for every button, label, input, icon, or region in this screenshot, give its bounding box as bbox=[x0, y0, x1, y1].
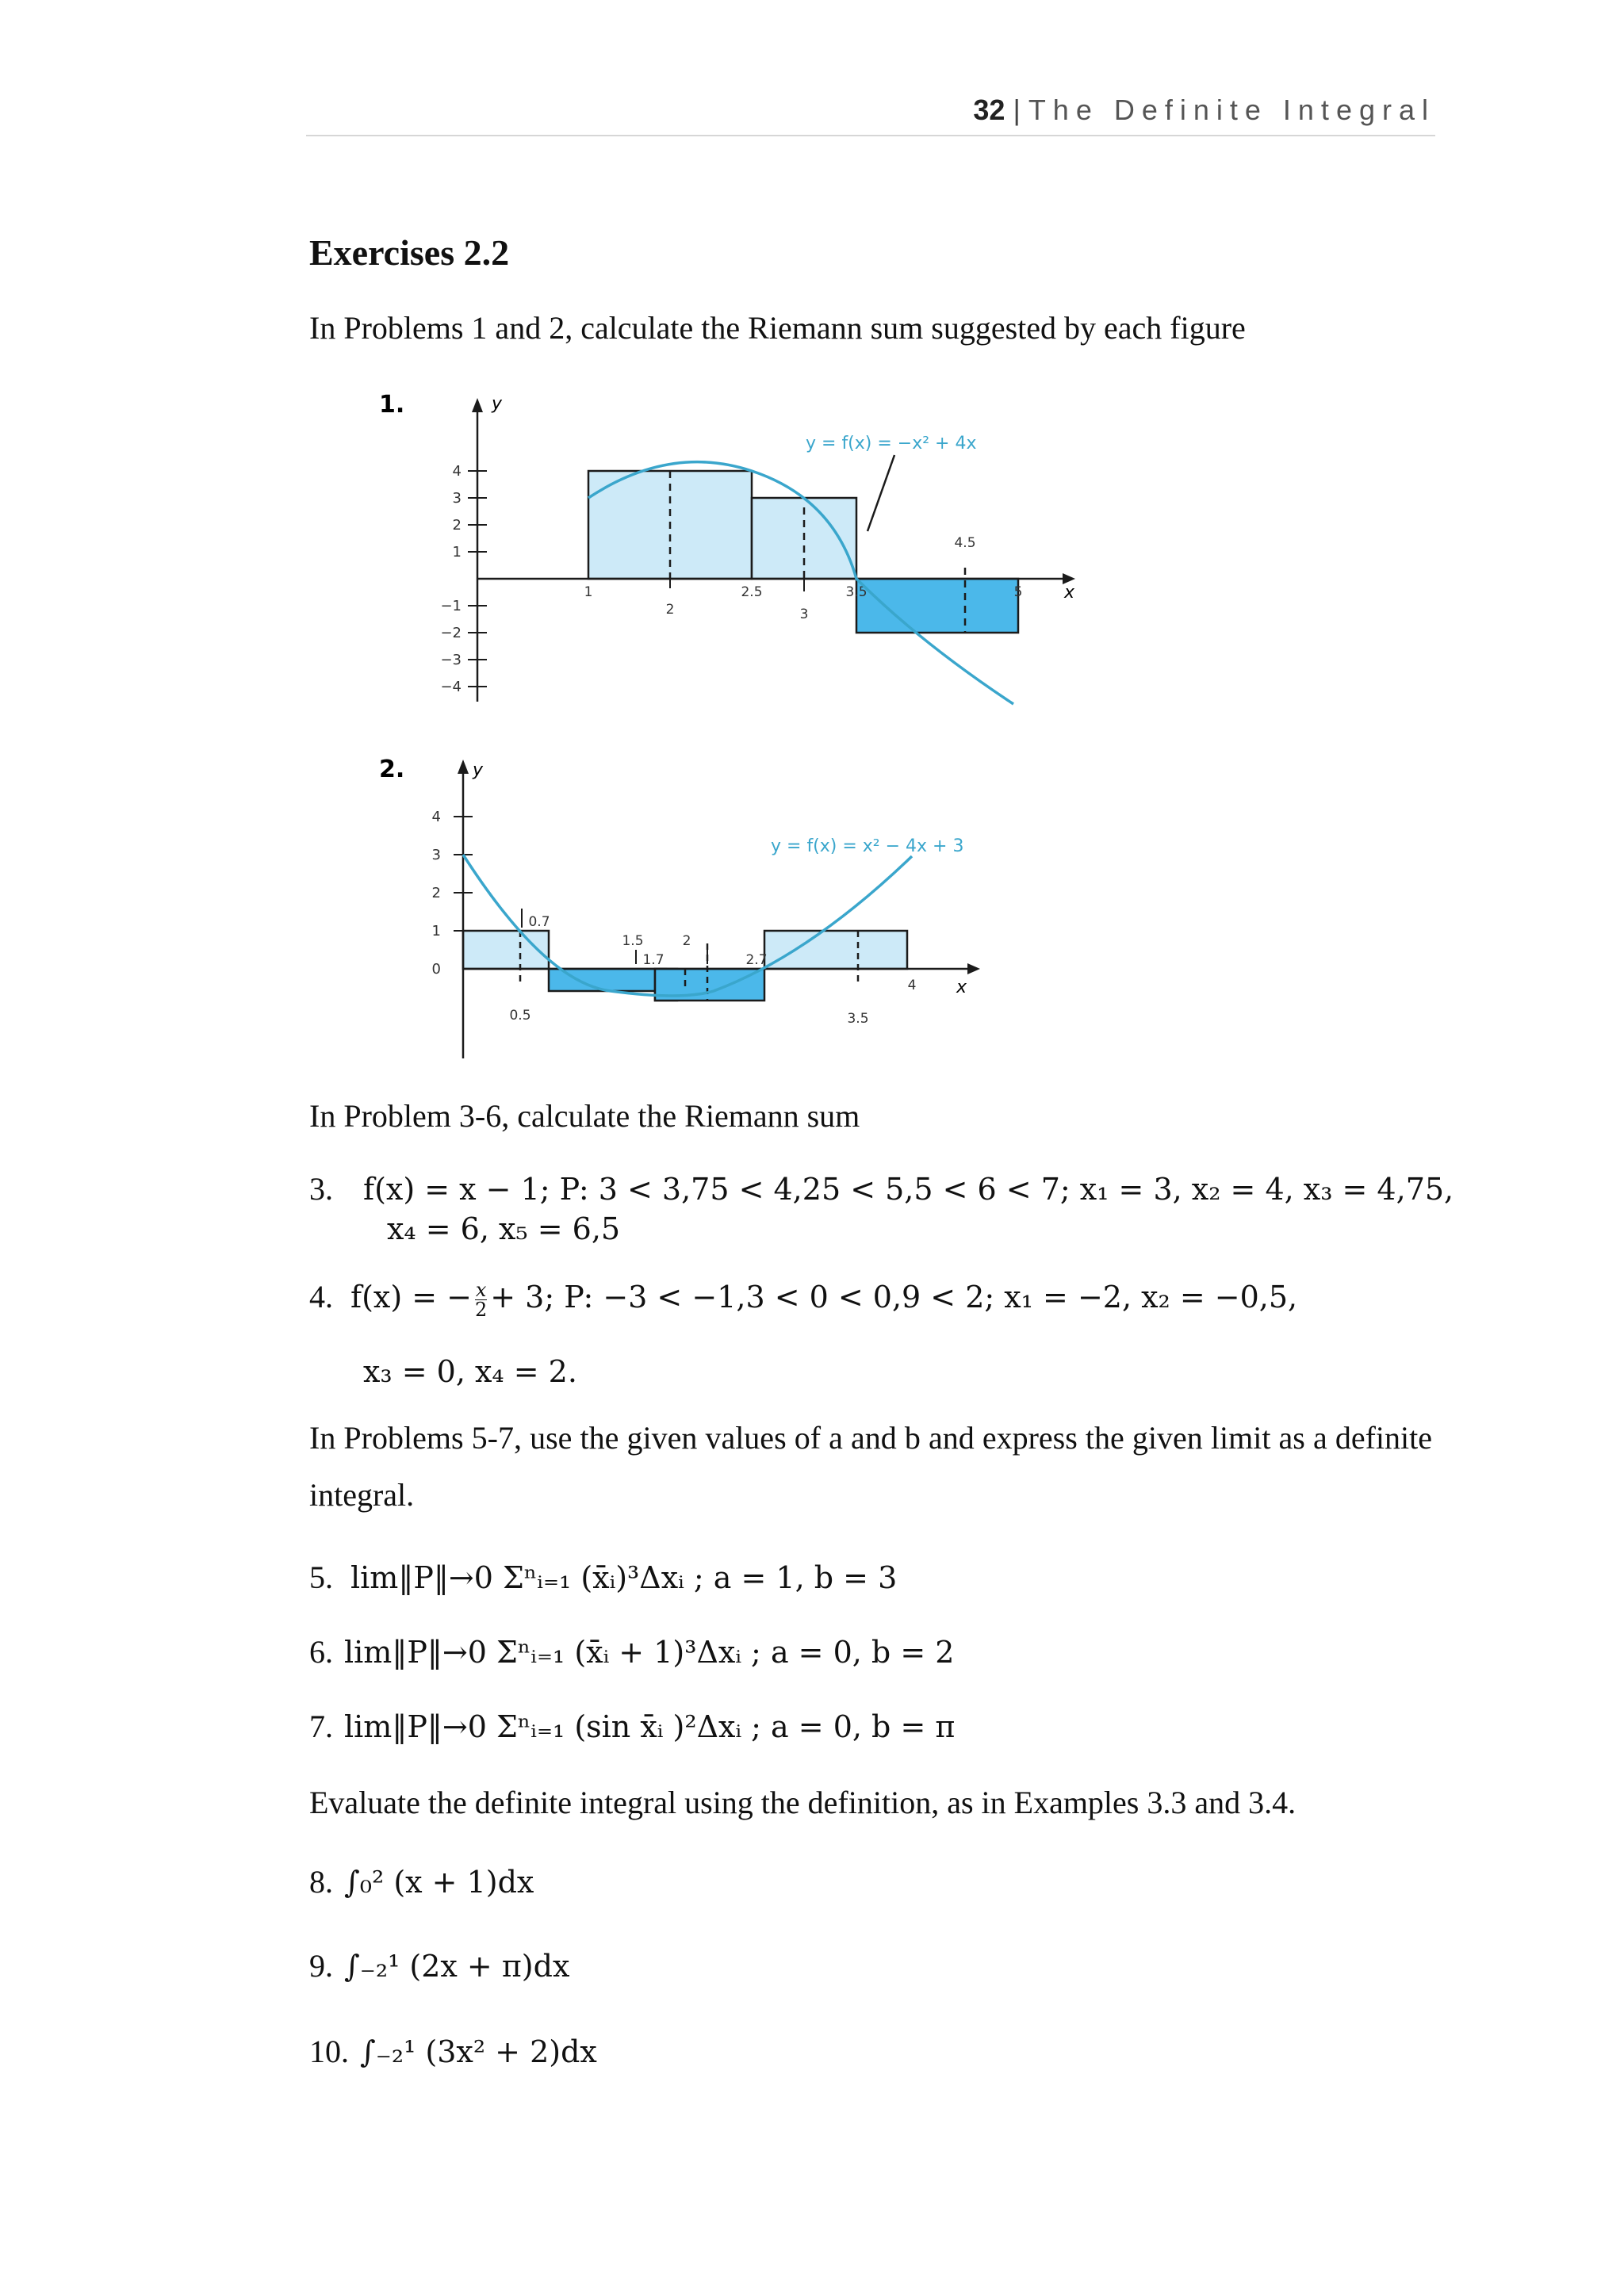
figure-2 bbox=[365, 753, 1078, 1070]
x-tick-label: 1.5 bbox=[622, 933, 644, 949]
y-tick-label: 0 bbox=[431, 961, 441, 978]
y-tick-label: −2 bbox=[440, 625, 462, 641]
problem-number: 5. bbox=[309, 1559, 333, 1595]
problem-number: 4. bbox=[309, 1279, 333, 1314]
y-tick-label: −1 bbox=[440, 598, 462, 614]
fraction-denominator: 2 bbox=[474, 1299, 488, 1322]
y-tick-label: 1 bbox=[452, 544, 462, 561]
header-separator: | bbox=[1005, 94, 1028, 126]
problem-3-line-1: f(x) = x − 1; P: 3 < 3,75 < 4,25 < 5,5 < 6 < 7; x₁ = 3, x₂ = 4, x₃ = 4,75, bbox=[363, 1172, 1454, 1207]
problem-7 bbox=[309, 1708, 955, 1745]
function-equation: y = f(x) = x² − 4x + 3 bbox=[771, 836, 964, 856]
figure-1-label: 1. bbox=[379, 391, 405, 419]
x-tick-label: 1 bbox=[584, 584, 593, 600]
problem-8-expression: ∫₀² (x + 1)dx bbox=[344, 1865, 534, 1900]
x-axis-label: x bbox=[956, 978, 967, 997]
x-tick-label: 3 bbox=[799, 607, 809, 622]
problem-3-line-2: x₄ = 6, x₅ = 6,5 bbox=[387, 1211, 621, 1246]
x-axis-label: x bbox=[1064, 583, 1075, 603]
x-tick-label: 2 bbox=[665, 602, 675, 618]
y-tick-label: −4 bbox=[440, 679, 462, 695]
intro-problems-1-2: In Problems 1 and 2, calculate the Riemann sum suggested by each figure bbox=[309, 310, 1246, 346]
x-tick-label: 4 bbox=[907, 978, 917, 993]
problem-3 bbox=[309, 1170, 1454, 1207]
y-tick-label: 3 bbox=[452, 490, 462, 507]
intro-problems-5-7: In Problems 5-7, use the given values of a and b and express the given limit as a definite integral. bbox=[309, 1420, 1432, 1513]
x-tick-label: 2.7 bbox=[745, 952, 768, 968]
section-title: Exercises 2.2 bbox=[309, 232, 510, 273]
problem-4-line-2: x₃ = 0, x₄ = 2. bbox=[363, 1354, 577, 1389]
problem-number: 9. bbox=[309, 1948, 333, 1984]
page-number: 32 bbox=[973, 94, 1005, 126]
problem-6-expression: lim‖P‖→0 Σⁿᵢ₌₁ (x̄ᵢ + 1)³Δxᵢ ; a = 0, b = 2 bbox=[344, 1635, 955, 1670]
problem-7-expression: lim‖P‖→0 Σⁿᵢ₌₁ (sin x̄ᵢ )²Δxᵢ ; a = 0, b = π bbox=[344, 1709, 956, 1744]
figure-1 bbox=[365, 388, 1078, 714]
x-tick-label: 4.5 bbox=[954, 535, 976, 551]
figure-2-label: 2. bbox=[379, 756, 405, 783]
x-tick-label: 5 bbox=[1013, 584, 1023, 600]
problem-10-expression: ∫₋₂¹ (3x² + 2)dx bbox=[360, 2034, 597, 2069]
problem-number: 7. bbox=[309, 1709, 333, 1744]
header-divider bbox=[306, 135, 1435, 136]
problem-5-expression: lim‖P‖→0 Σⁿᵢ₌₁ (x̄ᵢ)³Δxᵢ ; a = 1, b = 3 bbox=[350, 1560, 898, 1595]
y-axis-label: y bbox=[492, 394, 503, 414]
problem-10 bbox=[309, 2033, 597, 2070]
problem-6 bbox=[309, 1633, 954, 1670]
y-tick-label: 1 bbox=[431, 923, 441, 939]
riemann-bar bbox=[856, 579, 1018, 633]
problem-number: 8. bbox=[309, 1864, 333, 1900]
problem-9-expression: ∫₋₂¹ (2x + π)dx bbox=[344, 1949, 570, 1984]
riemann-bar bbox=[764, 931, 907, 969]
fraction bbox=[474, 1279, 488, 1322]
y-tick-label: 2 bbox=[431, 885, 441, 901]
problem-4-func: f(x) = − bbox=[350, 1280, 472, 1314]
x-tick-label: 3.5 bbox=[847, 1011, 869, 1027]
x-tick-label: 2 bbox=[682, 933, 691, 949]
problem-4 bbox=[309, 1278, 1298, 1322]
y-tick-label: 4 bbox=[431, 809, 441, 825]
chapter-title: The Definite Integral bbox=[1028, 94, 1435, 126]
problem-5 bbox=[309, 1559, 897, 1596]
x-tick-label: 0.7 bbox=[528, 914, 550, 930]
problem-4-rest: + 3; P: −3 < −1,3 < 0 < 0,9 < 2; x₁ = −2, x₂ = −0,5, bbox=[490, 1280, 1298, 1314]
y-tick-label: 3 bbox=[431, 847, 441, 863]
problem-8 bbox=[309, 1863, 534, 1900]
problem-9 bbox=[309, 1947, 569, 1984]
y-tick-label: 2 bbox=[452, 517, 462, 534]
intro-problems-3-6: In Problem 3-6, calculate the Riemann sum bbox=[309, 1098, 860, 1134]
intro-problems-8-10: Evaluate the definite integral using the definition, as in Examples 3.3 and 3.4. bbox=[309, 1785, 1297, 1820]
y-tick-label: 4 bbox=[452, 463, 462, 480]
fraction-numerator: x bbox=[475, 1279, 487, 1302]
x-tick-label: 0.5 bbox=[509, 1008, 531, 1024]
x-tick-label: 3.5 bbox=[845, 584, 868, 600]
problem-number: 6. bbox=[309, 1634, 333, 1670]
y-tick-label: −3 bbox=[440, 652, 462, 668]
equation-pointer bbox=[868, 455, 894, 531]
function-equation: y = f(x) = −x² + 4x bbox=[806, 434, 977, 453]
page-header bbox=[306, 94, 1435, 127]
problem-number: 10. bbox=[309, 2034, 349, 2069]
x-tick-label: 1.7 bbox=[642, 952, 665, 968]
x-tick-label: 2.5 bbox=[741, 584, 763, 600]
problem-number: 3. bbox=[309, 1171, 333, 1207]
y-axis-label: y bbox=[473, 760, 484, 780]
